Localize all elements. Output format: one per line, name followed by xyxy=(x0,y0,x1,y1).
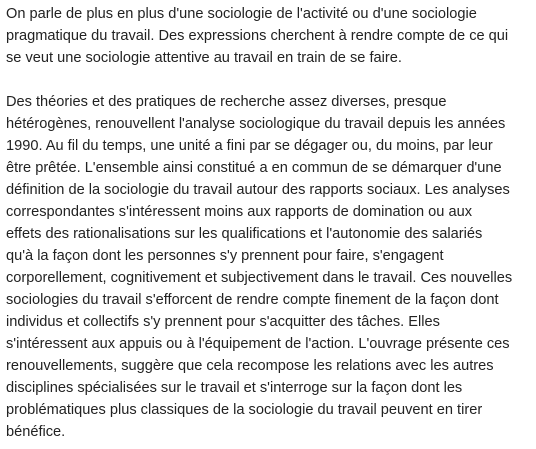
text-line: problématiques plus classiques de la sociologie du travail peuvent en tirer xyxy=(6,402,483,418)
text-line: qu'à la façon dont les personnes s'y prennent pour faire, s'engagent xyxy=(6,248,444,264)
text-line: effets des rationalisations sur les qualifications et l'autonomie des salariés xyxy=(6,226,483,242)
text-line: s'intéressent aux appuis ou à l'équipement de l'action. L'ouvrage présente ces xyxy=(6,336,510,352)
text-line: sociologies du travail s'efforcent de rendre compte finement de la façon dont xyxy=(6,292,499,308)
text-line: renouvellements, suggère que cela recompose les relations avec les autres xyxy=(6,358,494,374)
text-line: correspondantes s'intéressent moins aux rapports de domination ou aux xyxy=(6,204,473,220)
text-line: 1990. Au fil du temps, une unité a fini par se dégager ou, du moins, par leur xyxy=(6,138,493,154)
text-line: corporellement, cognitivement et subjectivement dans le travail. Ces nouvelles xyxy=(6,270,513,286)
text-line: Des théories et des pratiques de recherche assez diverses, presque xyxy=(6,94,447,110)
text-line: On parle de plus en plus d'une sociologie de l'activité ou d'une sociologie xyxy=(6,6,477,22)
text-line: pragmatique du travail. Des expressions cherchent à rendre compte de ce qui xyxy=(6,28,509,44)
paragraph-intro xyxy=(6,3,530,69)
text-line: définition de la sociologie du travail autour des rapports sociaux. Les analyses xyxy=(6,182,510,198)
text-body xyxy=(6,3,530,443)
text-line: être prêtée. L'ensemble ainsi constitué a en commun de se démarquer d'une xyxy=(6,160,502,176)
paragraph-description xyxy=(6,91,530,443)
text-line: bénéfice. xyxy=(6,424,66,440)
text-line: disciplines spécialisées sur le travail et s'interroge sur la façon dont les xyxy=(6,380,463,396)
paragraph-gap xyxy=(6,69,530,91)
text-line: individus et collectifs s'y prennent pour s'acquitter des tâches. Elles xyxy=(6,314,440,330)
text-line: hétérogènes, renouvellent l'analyse sociologique du travail depuis les années xyxy=(6,116,506,132)
text-line: se veut une sociologie attentive au travail en train de se faire. xyxy=(6,50,402,66)
